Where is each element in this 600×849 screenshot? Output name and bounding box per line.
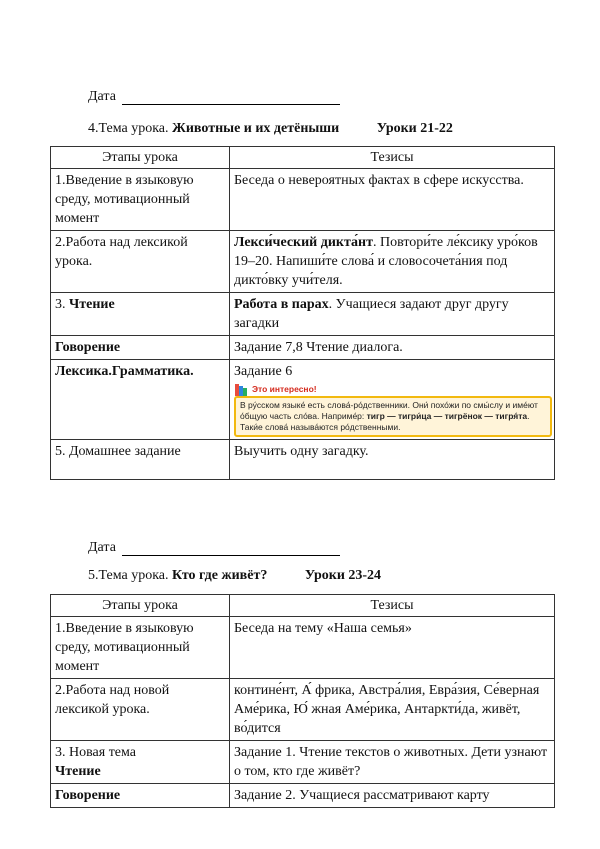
stage-prefix: 3. — [55, 297, 69, 312]
thesis-text: Задание 6 — [234, 364, 293, 379]
stage-bold: Чтение — [55, 764, 101, 779]
thesis-cell: контине́нт, А́ фрика, Австра́лия, Евра́зия, Се́верная Аме́рика, Ю́ жная Аме́рика, Антаркти́да, живёт, во́дится — [230, 679, 555, 741]
table-row — [51, 336, 555, 360]
stage-bold: Чтение — [69, 297, 115, 312]
stage-cell: 1.Введение в языковую среду, мотивационный момент — [51, 617, 230, 679]
thesis-cell — [230, 293, 555, 336]
thesis-cell: Задание 7,8 Чтение диалога. — [230, 336, 555, 360]
stage-cell — [51, 360, 230, 440]
info-text: . Таки́е слова́ называ́ются ро́дственными. — [240, 411, 530, 432]
date-blank[interactable] — [122, 90, 340, 105]
thesis-text: . Повтори́те ле́ксику уро́ков 19–20. Напиши́те слова́ и словосочета́ния под дикто́вку учи́теля. — [234, 235, 538, 288]
table-row — [51, 784, 555, 808]
thesis-cell: Беседа на тему «Наша семья» — [230, 617, 555, 679]
header-theses: Тезисы — [230, 147, 555, 169]
thesis-cell — [230, 231, 555, 293]
table-row — [51, 440, 555, 480]
lessons-number: Уроки 23-24 — [304, 568, 382, 583]
topic-prefix: 5.Тема урока. — [88, 568, 169, 583]
stage-bold: Лексика.Грамматика. — [55, 364, 194, 379]
info-panel — [234, 383, 550, 437]
table-row — [51, 169, 555, 231]
stage-cell — [51, 293, 230, 336]
topic-title: Животные и их детёныши — [172, 121, 340, 136]
stage-cell: 2.Работа над новой лексикой урока. — [51, 679, 230, 741]
thesis-bold: Работа в парах — [234, 297, 329, 312]
thesis-bold: Лекси́ческий дикта́нт — [234, 235, 373, 250]
table-row — [51, 679, 555, 741]
stage-bold: Говорение — [55, 340, 121, 355]
info-text: В ру́сском языке́ есть слова́-ро́дственники. Они́ похо́жи по смы́слу и име́ют о́бщую часть сло́ва. Наприме́р: — [240, 400, 538, 421]
table-row — [51, 360, 555, 440]
table-header — [51, 147, 555, 169]
stage-cell — [51, 784, 230, 808]
topic-prefix: 4.Тема урока. — [88, 121, 169, 136]
table-header — [51, 595, 555, 617]
table-row — [51, 231, 555, 293]
header-stages: Этапы урока — [51, 595, 230, 617]
stage-bold: Говорение — [55, 788, 121, 803]
lesson-plan-table-2 — [50, 594, 555, 808]
table-row — [51, 293, 555, 336]
topic-line-2 — [88, 568, 381, 584]
table-row — [51, 741, 555, 784]
stage-cell: 1.Введение в языковую среду, мотивационный момент — [51, 169, 230, 231]
thesis-cell: Задание 2. Учащиеся рассматривают карту — [230, 784, 555, 808]
thesis-cell: Задание 1. Чтение текстов о животных. Дети узнают о том, кто где живёт? — [230, 741, 555, 784]
table-row — [51, 617, 555, 679]
header-stages: Этапы урока — [51, 147, 230, 169]
thesis-cell: Выучить одну загадку. — [230, 440, 555, 480]
books-icon — [234, 383, 248, 397]
lesson-plan-table-1 — [50, 146, 555, 480]
stage-cell: 2.Работа над лексикой урока. — [51, 231, 230, 293]
info-title: Это интересно! — [252, 384, 317, 394]
thesis-cell — [230, 360, 555, 440]
date-blank[interactable] — [122, 541, 340, 556]
date-line-1 — [88, 89, 340, 105]
header-theses: Тезисы — [230, 595, 555, 617]
stage-text: 3. Новая тема — [55, 745, 136, 760]
info-bold: тигр — тигри́ца — тигрёнок — тигря́та — [366, 411, 528, 421]
thesis-text: . Учащиеся задают друг другу загадки — [234, 297, 509, 331]
stage-cell: 5. Домашнее задание — [51, 440, 230, 480]
lessons-number: Уроки 21-22 — [376, 121, 453, 136]
stage-cell — [51, 336, 230, 360]
date-label: Дата — [88, 540, 116, 555]
stage-cell — [51, 741, 230, 784]
date-label: Дата — [88, 89, 116, 104]
thesis-cell: Беседа о невероятных фактах в сфере искусства. — [230, 169, 555, 231]
date-line-2 — [88, 540, 340, 556]
info-box — [234, 396, 552, 437]
topic-line-1 — [88, 121, 453, 137]
topic-title: Кто где живёт? — [172, 568, 268, 583]
